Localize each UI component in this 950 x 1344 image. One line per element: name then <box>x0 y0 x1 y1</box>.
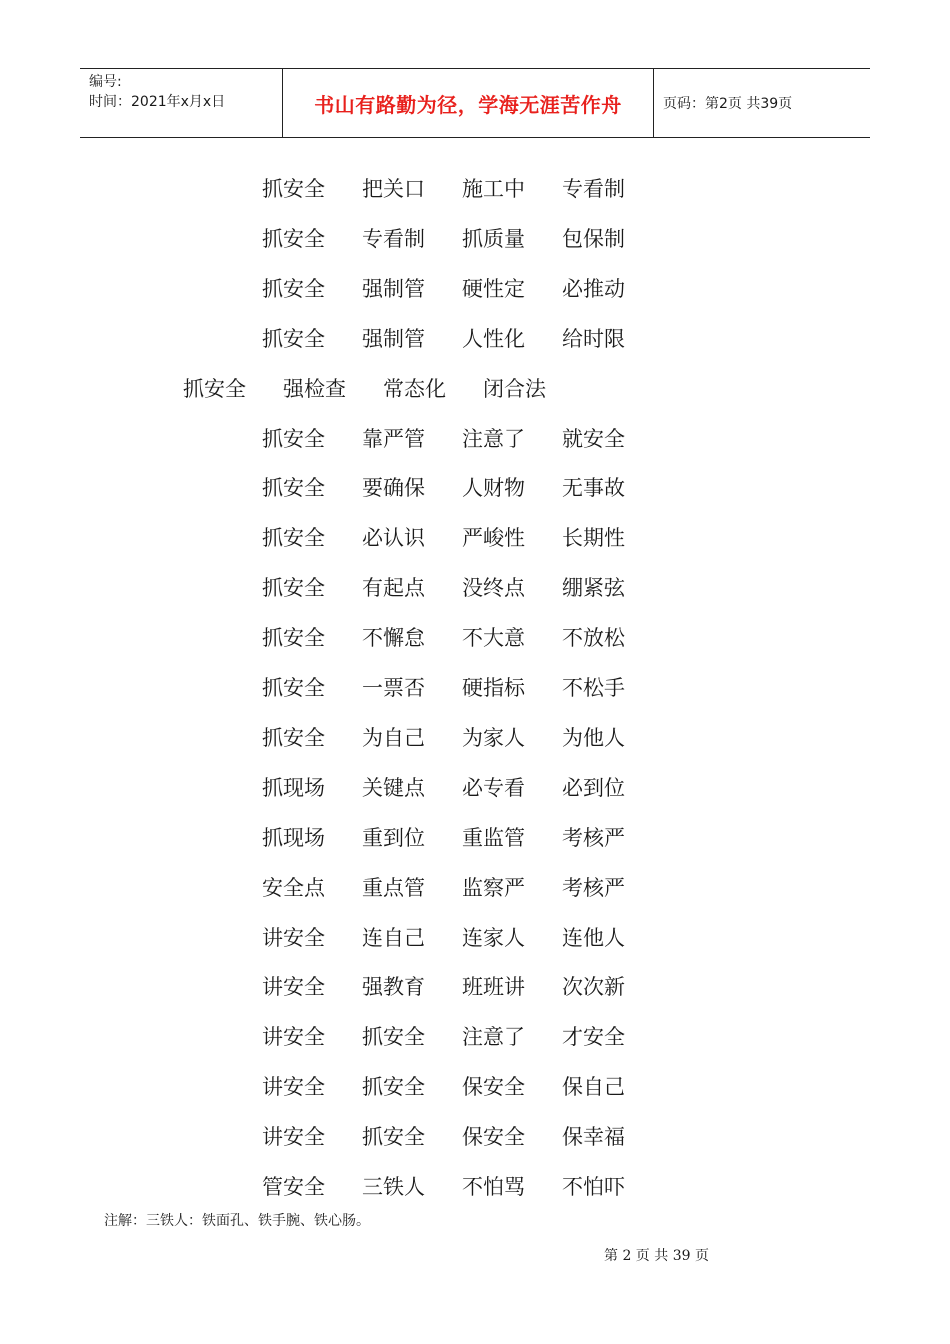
slogan-line <box>262 768 662 808</box>
slogan-phrase: 保自己 <box>562 1075 625 1099</box>
slogan-phrase: 专看制 <box>562 177 625 201</box>
slogan-phrase: 讲安全 <box>262 1125 325 1149</box>
slogan-phrase: 抓安全 <box>262 676 325 700</box>
slogan-phrase: 为自己 <box>362 726 425 750</box>
slogan-line <box>262 1067 662 1107</box>
slogan-phrase: 强检查 <box>283 377 346 401</box>
slogan-phrase: 重到位 <box>362 826 425 850</box>
slogan-phrase: 讲安全 <box>262 1075 325 1099</box>
slogan-line <box>262 1167 662 1207</box>
slogan-phrase: 抓现场 <box>262 776 325 800</box>
slogan-phrase: 才安全 <box>562 1025 625 1049</box>
slogan-phrase: 不松手 <box>562 676 625 700</box>
slogan-phrase: 次次新 <box>562 975 625 999</box>
slogan-phrase: 常态化 <box>383 377 446 401</box>
slogan-phrase: 硬性定 <box>462 277 525 301</box>
slogan-line <box>262 568 662 608</box>
slogan-line <box>262 718 662 758</box>
slogan-phrase: 考核严 <box>562 876 625 900</box>
slogan-phrase: 重点管 <box>362 876 425 900</box>
slogan-line <box>262 868 662 908</box>
slogan-phrase: 抓安全 <box>262 476 325 500</box>
slogan-line <box>262 668 662 708</box>
slogan-phrase: 保安全 <box>462 1125 525 1149</box>
slogan-phrase: 班班讲 <box>462 975 525 999</box>
slogan-phrase: 施工中 <box>462 177 525 201</box>
slogan-line <box>262 518 662 558</box>
document-number-label: 编号: <box>89 74 122 90</box>
slogan-line <box>262 967 662 1007</box>
slogan-phrase: 考核严 <box>562 826 625 850</box>
slogan-phrase: 抓安全 <box>362 1075 425 1099</box>
slogan-phrase: 必专看 <box>462 776 525 800</box>
slogan-phrase: 抓安全 <box>262 227 325 251</box>
slogan-phrase: 没终点 <box>462 576 525 600</box>
slogan-phrase: 抓安全 <box>262 726 325 750</box>
slogan-phrase: 不懈怠 <box>362 626 425 650</box>
slogan-phrase: 人性化 <box>462 327 525 351</box>
slogan-phrase: 必推动 <box>562 277 625 301</box>
slogan-line <box>262 1017 662 1057</box>
slogan-phrase: 抓安全 <box>262 327 325 351</box>
slogan-line <box>262 219 662 259</box>
slogan-phrase: 闭合法 <box>483 377 546 401</box>
slogan-phrase: 为家人 <box>462 726 525 750</box>
slogan-phrase: 抓安全 <box>362 1025 425 1049</box>
slogan-phrase: 靠严管 <box>362 427 425 451</box>
slogan-phrase: 无事故 <box>562 476 625 500</box>
slogan-phrase: 讲安全 <box>262 975 325 999</box>
slogan-phrase: 不大意 <box>462 626 525 650</box>
slogan-phrase: 讲安全 <box>262 1025 325 1049</box>
slogan-phrase: 三铁人 <box>362 1175 425 1199</box>
slogan-line <box>183 369 583 409</box>
slogan-phrase: 抓安全 <box>262 576 325 600</box>
document-time-label: 时间：2021年x月x日 <box>89 94 226 110</box>
header-motto-cell <box>282 69 654 137</box>
slogan-phrase: 连自己 <box>362 926 425 950</box>
slogan-phrase: 管安全 <box>262 1175 325 1199</box>
slogan-phrase: 就安全 <box>562 427 625 451</box>
slogan-phrase: 抓安全 <box>262 277 325 301</box>
slogan-line <box>262 818 662 858</box>
slogan-phrase: 抓安全 <box>262 427 325 451</box>
slogan-phrase: 抓现场 <box>262 826 325 850</box>
slogan-phrase: 关键点 <box>362 776 425 800</box>
slogan-line <box>262 468 662 508</box>
slogan-phrase: 专看制 <box>362 227 425 251</box>
slogan-phrase: 不怕吓 <box>562 1175 625 1199</box>
slogan-phrase: 连他人 <box>562 926 625 950</box>
slogan-line <box>262 169 662 209</box>
slogan-phrase: 监察严 <box>462 876 525 900</box>
slogan-phrase: 抓安全 <box>262 526 325 550</box>
slogan-phrase: 把关口 <box>362 177 425 201</box>
slogan-phrase: 抓安全 <box>183 377 246 401</box>
slogan-phrase: 硬指标 <box>462 676 525 700</box>
footnote: 注解：三铁人：铁面孔、铁手腕、铁心肠。 <box>104 1213 370 1229</box>
slogan-phrase: 不怕骂 <box>462 1175 525 1199</box>
slogan-phrase: 连家人 <box>462 926 525 950</box>
slogan-line <box>262 618 662 658</box>
slogan-phrase: 强制管 <box>362 327 425 351</box>
slogan-phrase: 人财物 <box>462 476 525 500</box>
slogan-phrase: 保幸福 <box>562 1125 625 1149</box>
slogan-phrase: 注意了 <box>462 427 525 451</box>
slogan-phrase: 长期性 <box>562 526 625 550</box>
slogan-phrase: 要确保 <box>362 476 425 500</box>
slogan-phrase: 强教育 <box>362 975 425 999</box>
slogan-phrase: 抓质量 <box>462 227 525 251</box>
slogan-phrase: 包保制 <box>562 227 625 251</box>
slogan-phrase: 注意了 <box>462 1025 525 1049</box>
slogan-phrase: 保安全 <box>462 1075 525 1099</box>
slogan-phrase: 一票否 <box>362 676 425 700</box>
slogan-phrase: 严峻性 <box>462 526 525 550</box>
slogan-phrase: 安全点 <box>262 876 325 900</box>
page-header <box>80 68 870 138</box>
slogan-line <box>262 419 662 459</box>
slogan-phrase: 抓安全 <box>362 1125 425 1149</box>
slogan-phrase: 绷紧弦 <box>562 576 625 600</box>
slogan-line <box>262 1117 662 1157</box>
slogan-phrase: 抓安全 <box>262 626 325 650</box>
header-motto: 书山有路勤为径，学海无涯苦作舟 <box>314 92 622 117</box>
header-page-info: 页码：第2页 共39页 <box>663 96 793 112</box>
slogan-phrase: 抓安全 <box>262 177 325 201</box>
slogan-line <box>262 319 662 359</box>
slogan-line <box>262 269 662 309</box>
slogan-phrase: 必到位 <box>562 776 625 800</box>
slogan-line <box>262 918 662 958</box>
slogan-phrase: 讲安全 <box>262 926 325 950</box>
slogan-phrase: 有起点 <box>362 576 425 600</box>
header-meta <box>80 69 282 137</box>
slogan-phrase: 重监管 <box>462 826 525 850</box>
slogan-phrase: 为他人 <box>562 726 625 750</box>
slogan-phrase: 不放松 <box>562 626 625 650</box>
slogan-phrase: 强制管 <box>362 277 425 301</box>
page-footer: 第 2 页 共 39 页 <box>604 1248 709 1264</box>
slogan-phrase: 给时限 <box>562 327 625 351</box>
slogan-phrase: 必认识 <box>362 526 425 550</box>
